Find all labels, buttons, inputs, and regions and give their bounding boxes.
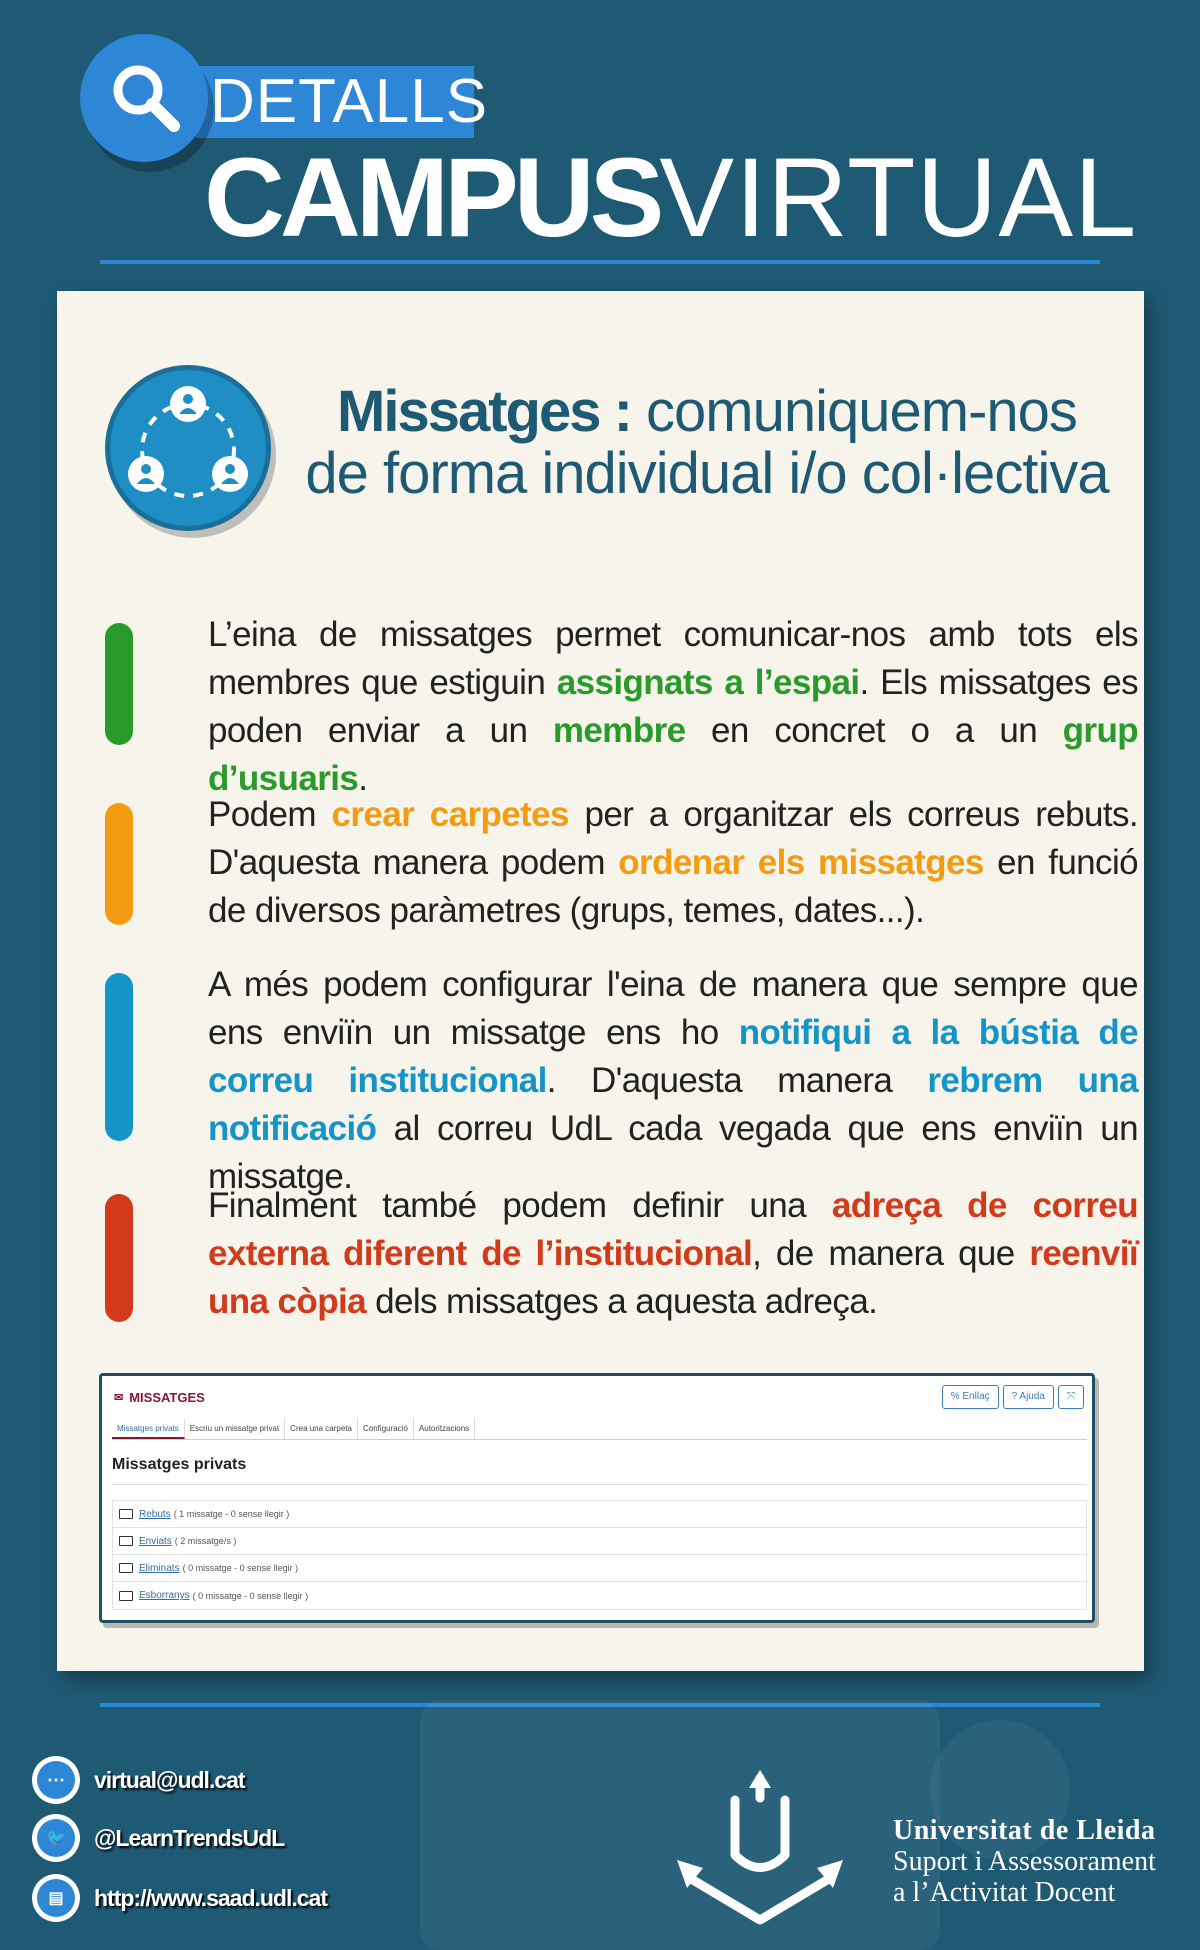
highlight-text: rebrem una notificació <box>208 1061 1138 1148</box>
folder-list <box>112 1500 1087 1610</box>
contact-email: ⋯ virtual@udl.cat <box>32 1756 245 1804</box>
header <box>0 0 1200 280</box>
folder-link[interactable]: Eliminats <box>139 1562 180 1574</box>
campus-virtual-title <box>204 135 1138 260</box>
folder-info: ( 2 missatge/s ) <box>174 1536 237 1546</box>
title-bold: Missatges : <box>337 379 631 444</box>
tab-authorizations[interactable]: Autoritzacions <box>414 1418 475 1439</box>
accent-bar <box>105 1194 133 1322</box>
folder-icon <box>119 1563 133 1573</box>
paragraph-text <box>208 611 1138 803</box>
folder-row <box>113 1582 1086 1609</box>
folder-info: ( 0 missatge - 0 sense llegir ) <box>182 1563 299 1573</box>
folder-row <box>113 1555 1086 1582</box>
tab-private-messages[interactable]: Missatges privats <box>112 1418 185 1439</box>
body-text: en concret o a un <box>685 711 1063 750</box>
twitter-icon: 🐦 <box>32 1814 80 1862</box>
expand-button[interactable]: ⤧ <box>1058 1385 1084 1409</box>
unit-line-1: Suport i Assessorament <box>893 1846 1156 1877</box>
contact-website: ▤ http://www.saad.udl.cat <box>32 1874 327 1922</box>
body-text: L’eina de missatges permet comunicar-nos amb tots els membres que estiguin <box>208 615 1138 702</box>
body-text: en funció de diversos paràmetres (grups, temes, dates...). <box>208 843 1138 930</box>
search-icon <box>106 58 186 138</box>
highlight-text: assignats a l’espai <box>556 663 860 702</box>
folder-info: ( 1 missatge - 0 sense llegir ) <box>173 1509 290 1519</box>
screenshot-buttons <box>942 1385 1084 1409</box>
folder-row <box>113 1501 1086 1528</box>
messages-group-icon <box>105 365 271 531</box>
title-line2: de forma individual i/o col·lectiva <box>305 441 1109 506</box>
university-name-block <box>893 1815 1156 1908</box>
paragraph-text <box>208 961 1138 1201</box>
detalls-badge: DETALLS <box>196 66 474 138</box>
highlight-text: crear carpetes <box>331 795 569 834</box>
body-text: , de manera que <box>752 1234 1030 1273</box>
tab-settings[interactable]: Configuració <box>358 1418 414 1439</box>
folder-row <box>113 1528 1086 1555</box>
body-text: . <box>358 759 368 798</box>
highlight-text: reenviï una còpia <box>208 1234 1138 1321</box>
body-text: Finalment també podem definir una <box>208 1186 832 1225</box>
tab-write-message[interactable]: Escriu un missatge privat <box>185 1418 285 1439</box>
accent-bar <box>105 803 133 925</box>
virtual-word: VIRTUAL <box>659 135 1138 260</box>
contact-twitter: 🐦 @LearnTrendsUdL <box>32 1814 284 1862</box>
paragraph-3 <box>105 961 1138 1196</box>
folder-icon <box>119 1536 133 1546</box>
unit-line-2: a l’Activitat Docent <box>893 1877 1116 1908</box>
body-text: Podem <box>208 795 332 834</box>
paragraph-text <box>208 1182 1138 1326</box>
highlight-text: ordenar els missatges <box>618 843 984 882</box>
folder-link[interactable]: Enviats <box>139 1535 172 1547</box>
folder-icon <box>119 1591 133 1601</box>
highlight-text: grup d’usuaris <box>208 711 1138 798</box>
paragraph-2 <box>105 791 1139 936</box>
accent-bar <box>105 973 133 1141</box>
accent-bar <box>105 623 133 745</box>
folder-link[interactable]: Esborranys <box>139 1590 190 1601</box>
university-name: Universitat de Lleida <box>893 1815 1156 1846</box>
help-button[interactable]: ? Ajuda <box>1003 1385 1054 1409</box>
section-title <box>287 381 1127 505</box>
people-network-icon <box>110 370 266 526</box>
highlight-text: adreça de correu externa diferent de l’institucional <box>208 1186 1138 1273</box>
university-logo <box>665 1760 855 1925</box>
body-text: . Els missatges es poden enviar a un <box>208 663 1139 750</box>
search-badge <box>80 34 208 162</box>
divider <box>112 1484 1087 1485</box>
body-text: al correu UdL cada vegada que ens enviïn un missatge. <box>208 1109 1138 1196</box>
highlight-text: notifiqui a la bústia de correu institucional <box>208 1013 1138 1100</box>
envelope-icon: ✉ <box>114 1392 124 1404</box>
title-line1: comuniquem-nos <box>630 379 1077 444</box>
header-divider <box>100 260 1100 264</box>
tab-create-folder[interactable]: Crea una carpeta <box>285 1418 358 1439</box>
body-text: per a organitzar els correus rebuts. D'aquesta manera podem <box>208 795 1139 882</box>
paragraph-4 <box>105 1182 1138 1332</box>
body-text: A més podem configurar l'eina de manera que sempre que ens enviïn un missatge ens ho <box>208 965 1138 1052</box>
content-card <box>57 291 1144 1671</box>
chat-icon: ⋯ <box>32 1756 80 1804</box>
messages-screenshot <box>99 1373 1095 1623</box>
link-button[interactable]: % Enllaç <box>942 1385 999 1409</box>
highlight-text: membre <box>552 711 686 750</box>
folder-info: ( 0 missatge - 0 sense llegir ) <box>192 1590 309 1601</box>
body-text: dels missatges a aquesta adreça. <box>365 1282 878 1321</box>
paragraph-text <box>208 791 1138 935</box>
folder-icon <box>119 1509 133 1519</box>
campus-word: CAMPUS <box>204 135 660 260</box>
screenshot-heading: Missatges privats <box>112 1456 247 1473</box>
paragraph-1 <box>105 611 1139 798</box>
browser-icon: ▤ <box>32 1874 80 1922</box>
body-text: . D'aquesta manera <box>546 1061 928 1100</box>
screenshot-title: ✉ MISSATGES <box>114 1390 205 1405</box>
screenshot-tabs <box>112 1418 1087 1440</box>
folder-link[interactable]: Rebuts <box>139 1508 171 1520</box>
